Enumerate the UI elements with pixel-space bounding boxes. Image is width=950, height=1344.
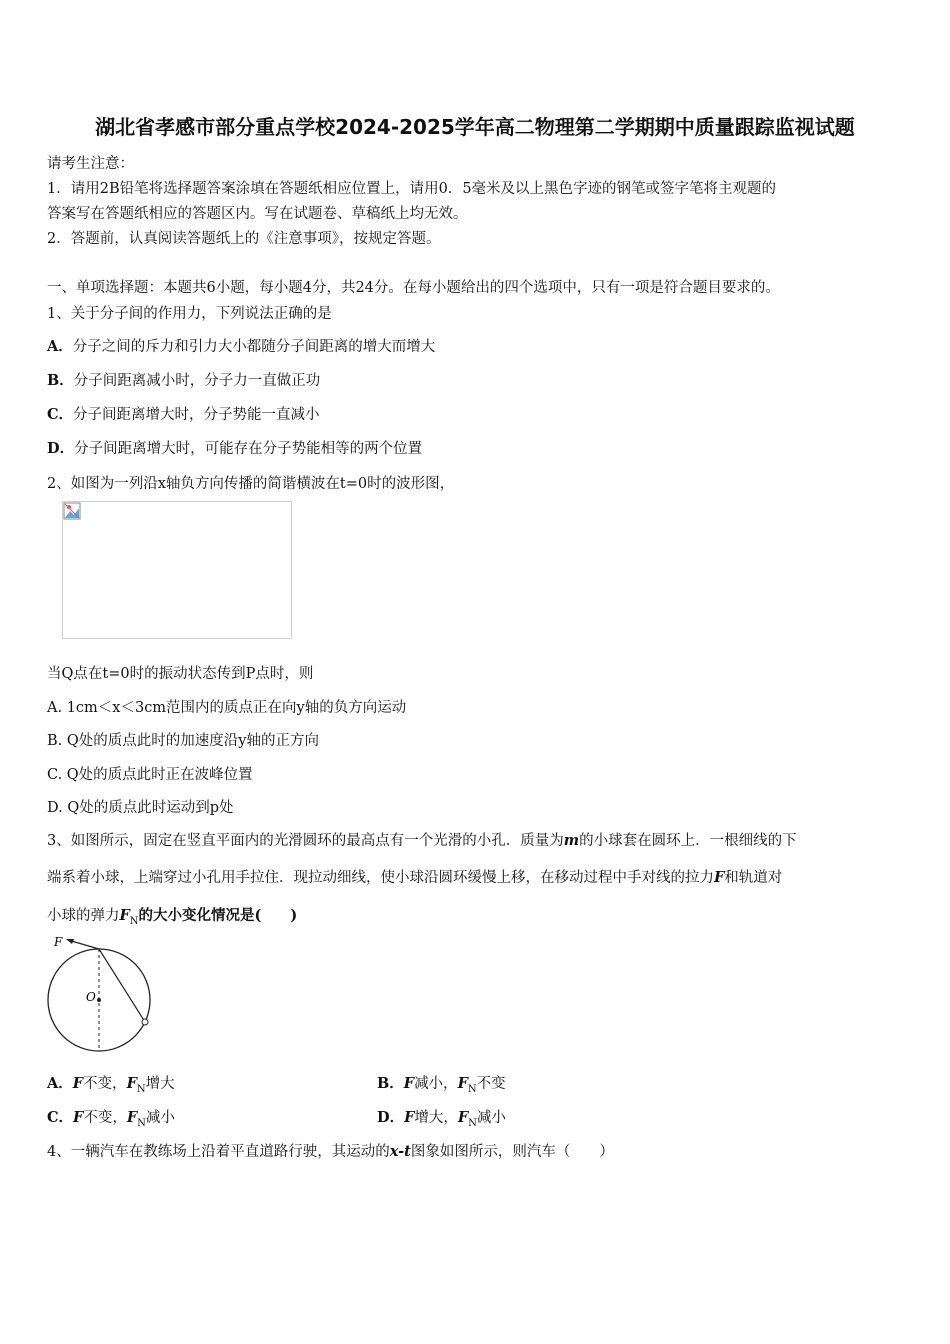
q3-line-3: [47, 904, 297, 927]
q3-option-b-mid: 减小，: [414, 1076, 458, 1092]
q3-option-c-end: 减小: [145, 1110, 175, 1126]
q2-option-b: B. Q处的质点此时的加速度沿y轴的正方向: [47, 733, 319, 749]
notice-line-1: 1．请用2B铅笔将选择题答案涂填在答题纸相应位置上，请用0．5毫米及以上黑色字迹的钢笔或签字笔将主观题的: [47, 181, 777, 197]
q3-option-d-f: F: [404, 1109, 415, 1126]
q3-option-b: [377, 1072, 506, 1095]
q4-stem: [47, 1140, 614, 1161]
q1-option-c: [47, 403, 320, 424]
q1-option-a: [47, 335, 435, 356]
q4-tail: 图象如图所示，则汽车（ ）: [410, 1144, 614, 1160]
q3-mass-symbol: m: [563, 832, 580, 849]
q3-option-b-n: N: [467, 1083, 477, 1095]
q3-option-c-f: F: [73, 1109, 84, 1126]
notice-line-3: 2．答题前，认真阅读答题纸上的《注意事项》，按规定答题。: [47, 231, 441, 247]
q3-option-a-mid: 不变，: [83, 1076, 127, 1092]
broken-image-placeholder: [62, 501, 292, 639]
q3-line-1: [47, 829, 797, 850]
q1-option-b-text: 分子间距离减小时，分子力一直做正功: [73, 373, 321, 389]
q1-option-b: [47, 369, 320, 390]
q1-option-d-label: D．: [47, 440, 75, 457]
q1-option-c-label: C．: [47, 406, 74, 423]
pull-arrow-head: [66, 939, 74, 944]
q3-line3-tail: 的大小变化情况是( ): [138, 907, 298, 924]
q3-option-c-n: N: [137, 1117, 146, 1129]
q3-option-d-fn: F: [457, 1109, 469, 1126]
q4-head: 4、一辆汽车在教练场上沿着平直道路行驶，其运动的: [47, 1144, 390, 1160]
ring-diagram: [42, 934, 157, 1056]
q2-followup: 当Q点在t=0时的振动状态传到P点时，则: [47, 666, 314, 682]
q3-line2-tail: 和轨道对: [724, 870, 783, 886]
broken-image-icon: [63, 502, 81, 520]
q3-line2-head: 端系着小球，上端穿过小孔用手拉住．现拉动细线，使小球沿圆环缓慢上移，在移动过程中手对线的拉力: [47, 870, 714, 886]
q1-stem: 1、关于分子间的作用力，下列说法正确的是: [47, 306, 332, 322]
q2-option-c: C. Q处的质点此时正在波峰位置: [47, 767, 253, 783]
fig-force-label: F: [54, 935, 63, 949]
q3-option-c-fn: F: [126, 1109, 138, 1126]
q3-option-a-n: N: [136, 1083, 146, 1095]
q4-xt-symbol: x-t: [389, 1143, 411, 1160]
q3-option-b-label: B．: [377, 1075, 404, 1092]
q3-option-c-mid: 不变，: [83, 1110, 127, 1126]
q3-option-b-f: F: [403, 1075, 415, 1092]
string-line: [99, 949, 145, 1022]
q3-option-d-label: D．: [377, 1109, 405, 1126]
q1-option-c-text: 分子间距离增大时，分子势能一直减小: [73, 407, 320, 423]
q1-option-d: [47, 437, 422, 458]
q3-option-d-mid: 增大，: [414, 1110, 458, 1126]
q2-option-a: A. 1cm＜x＜3cm范围内的质点正在向y轴的负方向运动: [47, 700, 407, 716]
q3-line3-head: 小球的弹力: [47, 908, 120, 924]
q3-option-c: [47, 1106, 175, 1129]
q3-option-a-fn: F: [126, 1075, 137, 1092]
q1-option-d-text: 分子间距离增大时，可能存在分子势能相等的两个位置: [74, 441, 423, 457]
q3-line-2: [47, 866, 782, 887]
section-heading: 一、单项选择题：本题共6小题，每小题4分，共24分。在每小题给出的四个选项中，只有一项是符合题目要求的。: [47, 280, 780, 296]
q2-option-d: D. Q处的质点此时运动到p处: [47, 800, 234, 816]
notice-line-2: 答案写在答题纸相应的答题区内。写在试题卷、草稿纸上均无效。: [47, 206, 468, 222]
q3-option-a-label: A．: [47, 1075, 73, 1092]
q3-option-d: [377, 1106, 506, 1129]
q1-option-a-label: A．: [47, 338, 73, 355]
q3-option-a: [47, 1072, 175, 1095]
fig-center-label: O: [86, 990, 96, 1004]
q3-option-b-end: 不变: [476, 1076, 506, 1092]
ball: [142, 1019, 148, 1025]
q3-option-b-fn: F: [457, 1075, 468, 1092]
q3-option-a-f: F: [72, 1075, 84, 1092]
q3-normal-force-symbol: F: [119, 907, 130, 924]
q3-normal-force-sub: N: [129, 915, 139, 927]
q2-stem: 2、如图为一列沿x轴负方向传播的简谐横波在t=0时的波形图，: [47, 476, 455, 492]
q3-option-c-label: C．: [47, 1109, 74, 1126]
q3-line1-head: 3、如图所示，固定在竖直平面内的光滑圆环的最高点有一个光滑的小孔．质量为: [47, 833, 564, 849]
q3-option-d-n: N: [468, 1117, 477, 1129]
q1-option-a-text: 分子之间的斥力和引力大小都随分子间距离的增大而增大: [72, 339, 436, 355]
q3-force-symbol: F: [714, 869, 725, 886]
notice-heading: 请考生注意：: [47, 156, 134, 172]
center-point: [97, 998, 101, 1002]
page-title: 湖北省孝感市部分重点学校2024-2025学年高二物理第二学期期中质量跟踪监视试题: [95, 115, 855, 139]
q3-line1-tail: 的小球套在圆环上．一根细线的下: [579, 833, 797, 849]
q3-option-d-end: 减小: [476, 1110, 506, 1126]
q1-option-b-label: B．: [47, 372, 74, 389]
q3-option-a-end: 增大: [145, 1076, 175, 1092]
